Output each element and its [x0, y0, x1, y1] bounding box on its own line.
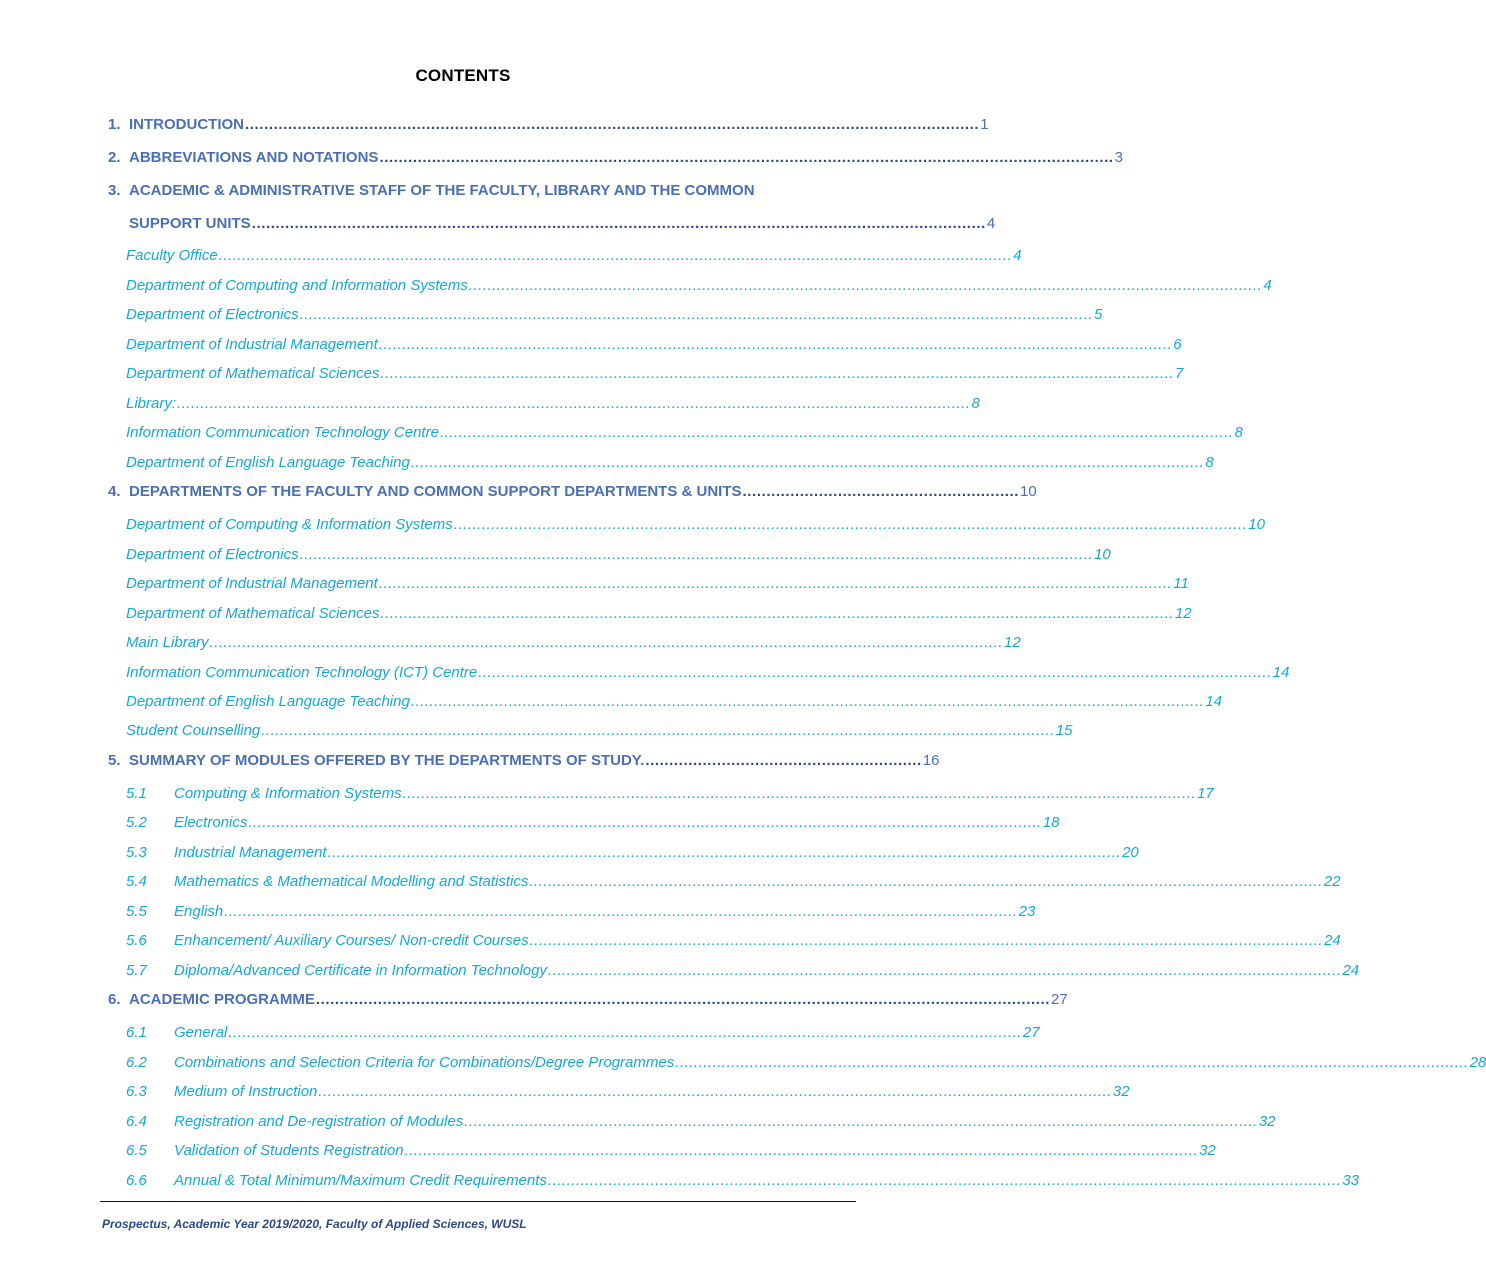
entry-title: Diploma/Advanced Certificate in Information Technology	[174, 962, 547, 979]
entry-page: 8	[971, 395, 980, 412]
leader-dots: ..........................................................	[742, 483, 1020, 500]
leader-dots: ..........................................................................................................................................................................	[248, 814, 1042, 831]
toc-subentry[interactable]	[126, 722, 1073, 739]
entry-page: 10	[1020, 483, 1037, 500]
entry-number: 6.1	[126, 1024, 147, 1041]
entry-title: Department of Industrial Management	[126, 575, 378, 592]
entry-title: Student Counselling	[126, 722, 261, 739]
entry-number: 5.	[108, 752, 121, 769]
leader-dots: ..........................................................................................................................................................................	[478, 664, 1272, 681]
entry-page: 12	[1004, 634, 1021, 651]
leader-dots: ..........................................................................................................................................................................	[529, 932, 1324, 949]
entry-number: 6.6	[126, 1172, 147, 1189]
entry-number: 6.2	[126, 1054, 147, 1071]
leader-dots: ..........................................................................................................................................................................	[299, 306, 1094, 323]
leader-dots: ..........................................................................................................................................................................	[410, 454, 1205, 471]
entry-title: DEPARTMENTS OF THE FACULTY AND COMMON SUPPORT DEPARTMENTS & UNITS	[129, 483, 742, 500]
entry-number: 5.1	[126, 785, 147, 802]
entry-title: Department of Computing & Information Systems	[126, 516, 453, 533]
entry-title: Mathematics & Mathematical Modelling and Statistics	[174, 873, 529, 890]
toc-subentry[interactable]	[126, 247, 1022, 264]
entry-number: 4.	[108, 483, 121, 500]
entry-title: Department of Industrial Management	[126, 336, 378, 353]
toc-subentry[interactable]	[126, 546, 1111, 563]
entry-page: 8	[1205, 454, 1214, 471]
toc-subentry[interactable]	[126, 365, 1184, 382]
toc-entry-staff-line1[interactable]	[108, 182, 755, 199]
page-title: CONTENTS	[415, 66, 511, 85]
entry-number: 6.5	[126, 1142, 147, 1159]
toc-subentry[interactable]	[126, 605, 1192, 622]
entry-title: ACADEMIC & ADMINISTRATIVE STAFF OF THE FACULTY, LIBRARY AND THE COMMON	[129, 182, 755, 199]
entry-number: 5.4	[126, 873, 147, 890]
leader-dots: ..........................................................................................................................................................................	[675, 1054, 1469, 1071]
leader-dots: ..........................................................................................................................................................................	[404, 1142, 1199, 1159]
toc-subentry[interactable]	[126, 306, 1103, 323]
entry-title: Validation of Students Registration	[174, 1142, 404, 1159]
toc-subentry[interactable]	[126, 693, 1222, 710]
leader-dots: ..........................................................................................................................................................................	[378, 336, 1173, 353]
leader-dots: ..........................................................................................................................................................................	[261, 722, 1055, 739]
entry-page: 4	[1013, 247, 1022, 264]
entry-title: Information Communication Technology Centre	[126, 424, 439, 441]
leader-dots: ..........................................................................................................................................................	[251, 215, 986, 232]
toc-subentry[interactable]	[126, 903, 1036, 920]
entry-title: Library:	[126, 395, 177, 412]
leader-dots: ..........................................................................................................................................................................	[380, 365, 1174, 382]
entry-title: Information Communication Technology (ICT) Centre	[126, 664, 478, 681]
entry-title: Industrial Management	[174, 844, 327, 861]
entry-page: 10	[1094, 546, 1111, 563]
entry-page: 24	[1342, 962, 1360, 979]
page-footer: Prospectus, Academic Year 2019/2020, Faculty of Applied Sciences, WUSL	[102, 1217, 527, 1231]
entry-title: ACADEMIC PROGRAMME	[129, 991, 315, 1008]
entry-title: Medium of Instruction	[174, 1083, 318, 1100]
entry-page: 1	[980, 116, 989, 133]
entry-title: Department of Mathematical Sciences	[126, 365, 380, 382]
leader-dots: ..........................................................................................................................................................................	[318, 1083, 1112, 1100]
leader-dots: ..........................................................................................................................................................................	[547, 1172, 1342, 1189]
entry-number: 5.3	[126, 844, 147, 861]
entry-title: SUMMARY OF MODULES OFFERED BY THE DEPARTMENTS OF STUDY.	[129, 752, 645, 769]
toc-subentry[interactable]	[126, 575, 1189, 592]
leader-dots: ..........................................................................................................................................................................	[453, 516, 1248, 533]
entry-page: 27	[1051, 991, 1068, 1008]
toc-subentry[interactable]	[126, 1113, 1276, 1130]
entry-page: 32	[1112, 1083, 1130, 1100]
entry-page: 32	[1258, 1113, 1276, 1130]
toc-entry-departments[interactable]	[108, 483, 1037, 500]
entry-number: 6.4	[126, 1113, 147, 1130]
toc-entry-abbreviations[interactable]	[108, 149, 1123, 166]
toc-subentry[interactable]	[126, 932, 1341, 949]
toc-subentry[interactable]	[126, 277, 1272, 294]
leader-dots: ..........................................................................................................................................................................	[177, 395, 971, 412]
entry-page: 4	[986, 215, 996, 232]
entry-title-continued: SUPPORT UNITS	[129, 215, 251, 232]
entry-page: 22	[1323, 873, 1341, 890]
leader-dots: ..........................................................................................................................................................................	[464, 1113, 1258, 1130]
leader-dots: ..........................................................................................................................................................................	[327, 844, 1122, 861]
entry-page: 6	[1173, 336, 1182, 353]
leader-dots: ..........................................................................................................................................................................	[228, 1024, 1022, 1041]
entry-number: 3.	[108, 182, 121, 199]
leader-dots: ..........................................................................................................................................................	[315, 991, 1051, 1008]
toc-subentry[interactable]	[126, 1024, 1040, 1041]
entry-number: 1.	[108, 116, 121, 133]
toc-subentry[interactable]	[126, 785, 1214, 802]
leader-dots: ..........................................................................................................................................................................	[410, 693, 1205, 710]
entry-number: 6.	[108, 991, 121, 1008]
entry-title: Annual & Total Minimum/Maximum Credit Requirements	[174, 1172, 547, 1189]
entry-number: 6.3	[126, 1083, 147, 1100]
entry-title: INTRODUCTION	[129, 116, 244, 133]
toc-subentry[interactable]	[126, 1142, 1216, 1159]
entry-title: Department of Electronics	[126, 546, 299, 563]
leader-dots: ..........................................................................................................................................................	[245, 116, 980, 133]
entry-page: 12	[1174, 605, 1192, 622]
entry-page: 23	[1018, 903, 1036, 920]
entry-page: 14	[1272, 664, 1290, 681]
leader-dots: ..........................................................................................................................................................................	[209, 634, 1004, 651]
entry-page: 5	[1094, 306, 1103, 323]
toc-entry-staff-line2[interactable]	[129, 215, 996, 232]
toc-entry-introduction[interactable]	[108, 116, 989, 133]
toc-subentry[interactable]	[126, 814, 1060, 831]
entry-number: 5.6	[126, 932, 147, 949]
leader-dots: ..........................................................................................................................................................................	[402, 785, 1197, 802]
entry-title: Faculty Office	[126, 247, 218, 264]
entry-title: Department of Computing and Information Systems	[126, 277, 468, 294]
toc-subentry[interactable]	[126, 962, 1360, 979]
entry-title: General	[174, 1024, 228, 1041]
toc-subentry[interactable]	[126, 844, 1139, 861]
entry-page: 24	[1324, 932, 1341, 949]
entry-page: 8	[1234, 424, 1243, 441]
entry-number: 2.	[108, 149, 121, 166]
leader-dots: ..........................................................................................................................................................................	[468, 277, 1263, 294]
toc-entry-summary-of-modules[interactable]	[108, 752, 940, 769]
toc-subentry[interactable]	[126, 336, 1182, 353]
entry-number: 5.5	[126, 903, 147, 920]
leader-dots: ..........................................................................................................................................................................	[547, 962, 1342, 979]
leader-dots: ..........................................................................................................................................................................	[218, 247, 1013, 264]
toc-entry-academic-programme[interactable]	[108, 991, 1068, 1008]
entry-page: 17	[1197, 785, 1214, 802]
toc-subentry[interactable]	[126, 664, 1290, 681]
entry-page: 11	[1173, 575, 1189, 592]
entry-title: Combinations and Selection Criteria for Combinations/Degree Programmes	[174, 1054, 675, 1071]
leader-dots: ..........................................................................................................................................................................	[299, 546, 1094, 563]
toc-subentry[interactable]	[126, 424, 1243, 441]
leader-dots: ..........................................................................................................................................................................	[529, 873, 1323, 890]
leader-dots: ..........................................................................................................................................................................	[224, 903, 1018, 920]
entry-page: 18	[1042, 814, 1060, 831]
toc-subentry[interactable]	[126, 634, 1021, 651]
entry-title: Main Library	[126, 634, 209, 651]
leader-dots: ..........................................................................................................................................................	[379, 149, 1114, 166]
entry-page: 14	[1205, 693, 1222, 710]
footer-divider	[100, 1201, 856, 1202]
entry-page: 27	[1022, 1024, 1040, 1041]
entry-title: ABBREVIATIONS AND NOTATIONS	[129, 149, 379, 166]
entry-title: Department of Mathematical Sciences	[126, 605, 380, 622]
leader-dots: ..........................................................................................................................................................................	[380, 605, 1174, 622]
toc-subentry[interactable]	[126, 1083, 1130, 1100]
entry-page: 15	[1055, 722, 1073, 739]
toc-subentry[interactable]	[126, 1172, 1360, 1189]
entry-page: 20	[1122, 844, 1139, 861]
toc-subentry[interactable]	[126, 873, 1341, 890]
entry-page: 28	[1469, 1054, 1486, 1071]
entry-title: Department of English Language Teaching	[126, 693, 410, 710]
toc-subentry[interactable]	[126, 1054, 1486, 1071]
leader-dots: ..........................................................................................................................................................................	[378, 575, 1173, 592]
entry-number: 5.2	[126, 814, 147, 831]
entry-page: 4	[1263, 277, 1272, 294]
leader-dots: ..........................................................................................................................................................................	[439, 424, 1234, 441]
entry-number: 5.7	[126, 962, 147, 979]
leader-dots: ..........................................................	[645, 752, 922, 769]
entry-title: English	[174, 903, 224, 920]
entry-title: Department of English Language Teaching	[126, 454, 410, 471]
entry-page: 16	[922, 752, 940, 769]
entry-page: 10	[1248, 516, 1265, 533]
toc-subentry[interactable]	[126, 516, 1265, 533]
entry-title: Department of Electronics	[126, 306, 299, 323]
entry-title: Enhancement/ Auxiliary Courses/ Non-credit Courses	[174, 932, 529, 949]
entry-title: Computing & Information Systems	[174, 785, 402, 802]
entry-page: 32	[1199, 1142, 1216, 1159]
entry-page: 3	[1114, 149, 1123, 166]
entry-title: Electronics	[174, 814, 248, 831]
entry-title: Registration and De-registration of Modules	[174, 1113, 464, 1130]
entry-page: 7	[1174, 365, 1184, 382]
entry-page: 33	[1342, 1172, 1360, 1189]
toc-subentry[interactable]	[126, 454, 1214, 471]
toc-subentry[interactable]	[126, 395, 980, 412]
